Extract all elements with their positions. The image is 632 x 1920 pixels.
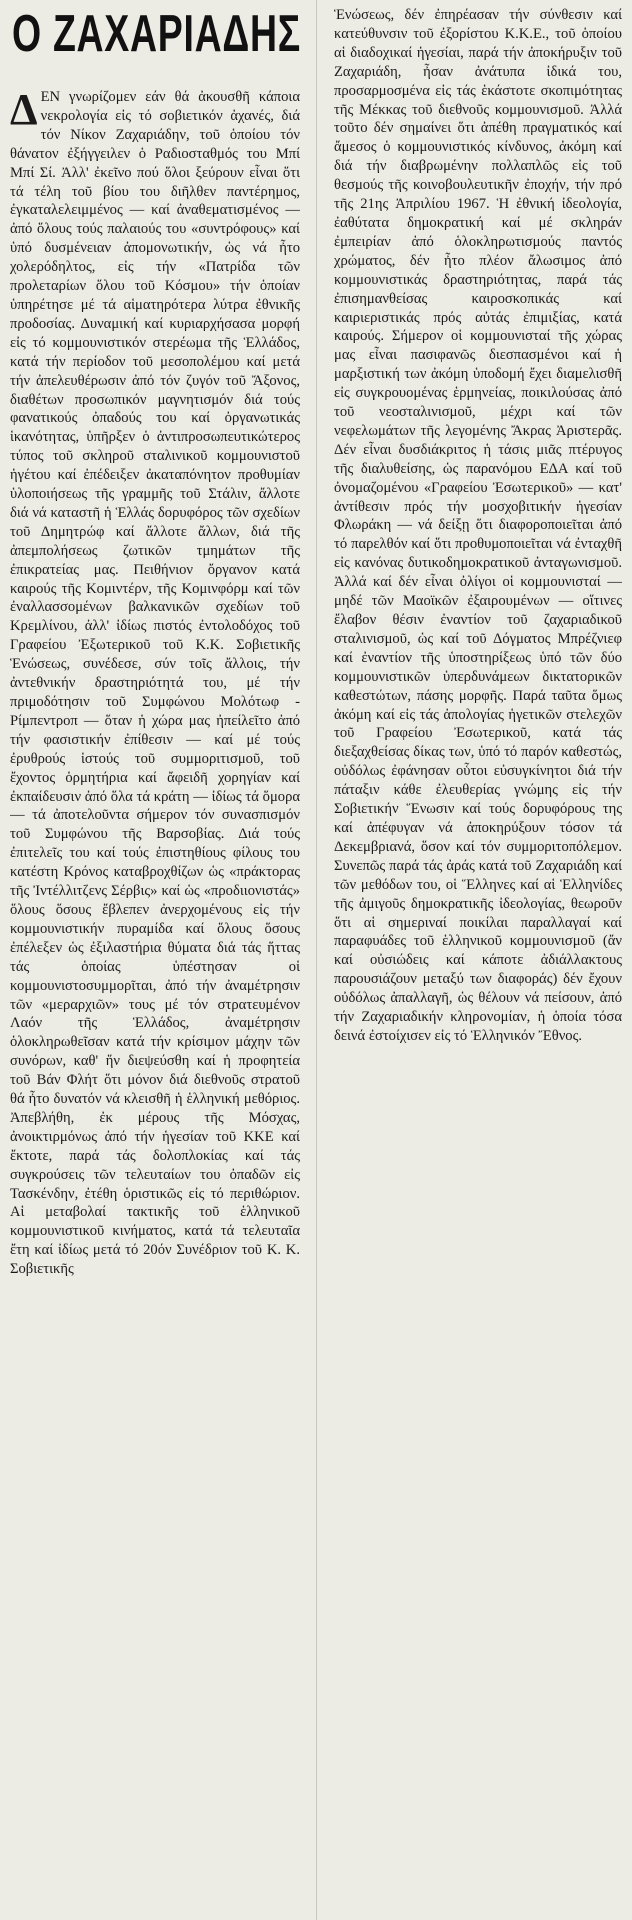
paragraph — [334, 6, 622, 1046]
drop-cap: Δ — [10, 88, 38, 134]
article-headline: Ο ΖΑΧΑΡΙΑΔΗΣ — [12, 5, 301, 63]
paragraph — [10, 88, 300, 1279]
column-gutter — [316, 0, 317, 1920]
column-text-right: Ἑνώσεως, δέν ἐπηρέασαν τήν σύνθεσιν καί κατεύθυνσιν τοῦ ἐξορίστου Κ.Κ.Ε., τοῦ ὁποίου αἱ διαδοχικαί ἡγεσίαι, παρά τήν ἀποκήρυξιν τοῦ Ζαχαριάδη, ἦσαν ἀνάτυπα ἰδικά του, προσαρμοσμένα εἰς τάς ἑκάστοτε σκοπιμότητας τῆς Μέκκας τοῦ διεθνοῦς κομμουνισμοῦ. Ἀλλά τοῦτο δέν σημαίνει ὅτι ἀπέθη πραγματικός καί ἄμεσος ὁ κομμουνιστικός κίνδυνος, ἀκόμη καί διά τήν διαβρωμένην πολλαπλῶς εἰς τοῦ θεσμούς τῆς κοινοβουλευτικῆν ἐποχήν, τήν πρό τῆς 21ης Ἀπριλίου 1967. Ἡ ἐθνική ἰδεολογία, ἐαθύτατα δημοκρατική καί μέ σκληράν ἐμπειρίαν ἀπό ὁλοκληρωτισμούς παντός χρώματος, δέν ἦτο πλέον ἄλωσιμος ἀπό κομμουνιστικάς δραστηριότητας, παρά τάς ἐπισημανθείσας καιροσκοπικάς καί καιριεριστικάς πρός αὐτάς ἐπιμιξίας, κατά καιρούς. Σήμερον οἱ κομμουνισταί τῆς χώρας μας εἶναι πασιφανῶς διεσπασμένοι καί ἡ μαρξιστική των ἀκόμη ὑποδομή ἔχει διαμελισθῆ εἰς συγκρουομένας ἑρμηνείας, ποικιλούσας ἀπό τοῦ νεοσταλινισμοῦ, μέχρι καί τῶν νεφελωμάτων τῆς λεγομένης Ἄκρας Ἀριστερᾶς. Δέν εἶναι δυσδιάκριτος ἡ τάσις μιᾶς πτέρυγος τῆς διαλυθείσης, ὡς παρανόμου ΕΔΑ καί τοῦ ὀνομαζομένου «Γραφείου Ἐσωτερικοῦ» — κατ' ἀντίθεσιν πρός τήν μοσχοβιτικήν ἡγεσίαν Φλωράκη — νά δείξῃ ὅτι διαφοροποιεῖται ἀπό τό παρελθόν καί ὅτι προθυμοποιεῖται νά ἐνταχθῆ εἰς κανόνας δυτικοδημοκρατικοῦ ἀνταγωνισμοῦ. Ἀλλά καί δέν εἶναι ὀλίγοι οἱ κομμουνισταί — μηδέ τῶν Μαοϊκῶν ἐξαιρουμένων — οἵτινες ἔλαβον θέσιν ἐναντίον τοῦ ζαχαριαδικοῦ σταλινισμοῦ, ὡς καί τοῦ Δόγματος Μπρέζνιεφ καί ἐναντίον τῆς ὑποστηρίξεως ὑπό τῶν δύο κομμουνιστικῶν ὑπερδυνάμεων δικτατορικῶν καθεστώτων, πάσης μορφῆς. Παρά ταῦτα ὅμως ἀκόμη καί εἰς τάς ἀπολογίας ἡγετικῶν στελεχῶν τοῦ Γραφείου Ἐσωτερικοῦ, κατά τάς διεξαχθείσας δίκας των, ὑπό τό παρόν καθεστώς, οὐδόλως ἐφάνησαν οὗτοι εὐσυγκίνητοι διά τήν πάταξιν κάθε ἐλευθερίας γνώμης εἰς τήν Σοβιετικήν Ἕνωσιν καί τούς δορυφόρους της καί ἀπέφυγαν νά ἀποκηρύξουν τόσον τά Δεκεμβριανά, ὅσον καί τόν συμμοριτοπόλεμον. Συνεπῶς παρά τάς ἀράς κατά τοῦ Ζαχαριάδη καί τῶν μεθόδων του, οἱ Ἕλληνες καί αἱ Ἑλληνίδες τῆς ἀμιγοῦς δημοκρατικῆς ἰδεολογίας, θεωροῦν ὅτι αἱ σημεριναί ποικίλαι παραλλαγαί καί παραφυάδες τοῦ ἑλληνικοῦ κομμουνισμοῦ (ἄν καί οὐσιώδεις καί κάποτε ἀδιάλλακτους παρουσιάζουν μεταξύ των διαφοράς) δέν ἔχουν οὐδόλως ἀπαλλαγῆ, ὡς θέλουν νά πείσουν, ἀπό τήν Ζαχαριαδικήν κληρονομίαν, ἡ ὁποία τόσα δεινά ἐστοίχισεν εἰς τό Ἑλληνικόν Ἔθνος. — [334, 7, 622, 1044]
column-text-left: ΕΝ γνωρίζομεν εάν θά ἀκουσθῆ κάποια νεκρολογία εἰς τό σοβιετικόν ἀχανές, διά τόν Νίκον Ζαχαριάδην, τοῦ ὁποίου τόν θάνατον ἐξήγγειλεν ὁ Ραδιοσταθμός του Μπί Μπί Σί. Ἀλλ' ἐκεῖνο πού ὅλοι ξεύρουν εἶναι ὅτι τά τέλη τοῦ βίου του διῆλθεν παντέρημος, ἐγκαταλελειμμένος — καί ἀναθεματισμένος — ἀπό ὅλους τούς παλαιούς του «συντρόφους» καί ὑπό δυσμένειαν ἀπομονωτικήν, ὡς νά ἦτο χολερόδηλτος, εἰς τήν «Πατρίδα τῶν προλεταρίων ὅλου τοῦ Κόσμου» τήν ὁποίαν ὑπηρέτησε μέ τά αἱματηρότερα λύτρα ἐθνικῆς προδοσίας. Δυναμική καί κυριαρχήσασα μορφή εἰς τό κομμουνιστικόν στερέωμα τῆς Ἑλλάδος, κατά τήν περίοδον τοῦ μεσοπολέμου καί μετά τήν ἀπελευθέρωσιν ἀπό τόν ζυγόν τοῦ Ἄξονος, διαθέτων προσωπικόν μαγνητισμόν διά τούς φανατικούς ὀπαδούς του καί ὀργανωτικάς ἱκανότητας, ὑπῆρξεν ὁ ἀντιπροσωπευτικώτερος τύπος τοῦ σκληροῦ σταλινικοῦ κομμουνιστοῦ ἡγέτου καί ἐπέδειξεν ἀκαταπόνητον προθυμίαν ὑλοποιήσεως τῆς γραμμῆς τοῦ Στάλιν, ἄλλοτε διά νά καταστῆ ἡ Ἑλλάς δορυφόρος τῶν σχεδίων τοῦ Δημητρώφ καί ἄλλοτε ἄλλων, διά τῆς ἀπεμπολήσεως ζωτικῶν τμημάτων τῆς ἐπικρατείας μας. Πειθήνιον ὄργανον κατά καιρούς τῆς Κομιντέρν, τῆς Κομινφόρμ καί τῶν ἐναλλασσομένων βαλκανικῶν σχεδίων τοῦ Κρεμλίνου, ἀλλ' ἰδίως πιστός ἐντολοδόχος τοῦ Γραφείου Ἐξωτερικοῦ τοῦ Κ.Κ. Σοβιετικῆς Ἑνώσεως, συνέδεσε, σύν τοῖς ἄλλοις, τήν ἀντεθνικήν δραστηριότητά του, μέ τήν πριμοδότησιν τοῦ Συμφώνου Μολότωφ - Ρίμπεντροπ — ὅταν ἡ χώρα μας ἠπείλεῖτο ἀπό τήν φασιστικήν ἐπίθεσιν — καί μέ τούς ἐρυθρούς ἱστούς τοῦ συμμοριτισμοῦ, τοῦ ἔχοντος ὁρμητήρια καί ἄφειδῆ χορηγίαν καί ἐκπαίδευσιν ἀπό ὅλα τά κράτη — ἰδίως τά ὅμορα — τά ἀποτελοῦντα σήμερον τόν συνασπισμόν τοῦ Συμφώνου τῆς Βαρσοβίας. Διά τούς ἐπιτελεῖς του καί τούς ἐπιστηθίους φίλους του κατέστη Κρόνος καταβροχθίζων ὡς «πράκτορας τῆς Ἰντέλλιτζενς Σέρβις» καί ὡς «προδιιονιστάς» ὅλους ὅσους ἔβλεπεν ἀνερχομένους εἰς τήν κομμουνιστικήν πυραμίδα καί ὅλους ὅσους ἐπέλεξεν ὡς ἐξιλαστήρια θύματα διά τάς ἥττας τάς ὁποίας ὑπέστησαν οἱ κομμουνιστοσυμμορῖται, ἀπό τήν ἀναμέτρησιν τῶν «μεραρχιῶν» τους μέ τόν στρατευμένον Λαόν τῆς Ἑλλάδος, ἀναμέτρησιν ὁλοκληρωθεῖσαν κατά τήν κρίσιμον μάχην τῶν συνόρων, καθ' ἥν διεψεύσθη καί ἡ προφητεία τοῦ Βάν Φλήτ ὅτι μόνον διά διεθνοῦς στρατοῦ θά ἦτο δυνατόν νά κλεισθῆ ἡ ἑλληνική μεθόριος. Ἀπεβλήθη, ἐκ μέρους τῆς Μόσχας, ἀνοικτιρμόνως ἀπό τήν ἡγεσίαν τοῦ ΚΚΕ καί ἔκτοτε, παρά τάς δολοπλοκίας καί τάς συγκρούσεις τῶν τελευταίων του ὀπαδῶν εἰς Τασκένδην, ἐτέθη ὁριστικῶς εἰς τό περιθώριον. Αἱ μεταβολαί τακτικῆς τοῦ ἑλληνικοῦ κομμουνιστικοῦ κινήματος, κατά τά τελευταῖα ἔτη καί ἰδίως μετά τό 20όν Συνέδριον τοῦ Κ. Κ. Σοβιετικῆς — [10, 89, 300, 1278]
article-column-left — [10, 88, 300, 1918]
article-column-right — [334, 6, 622, 1918]
